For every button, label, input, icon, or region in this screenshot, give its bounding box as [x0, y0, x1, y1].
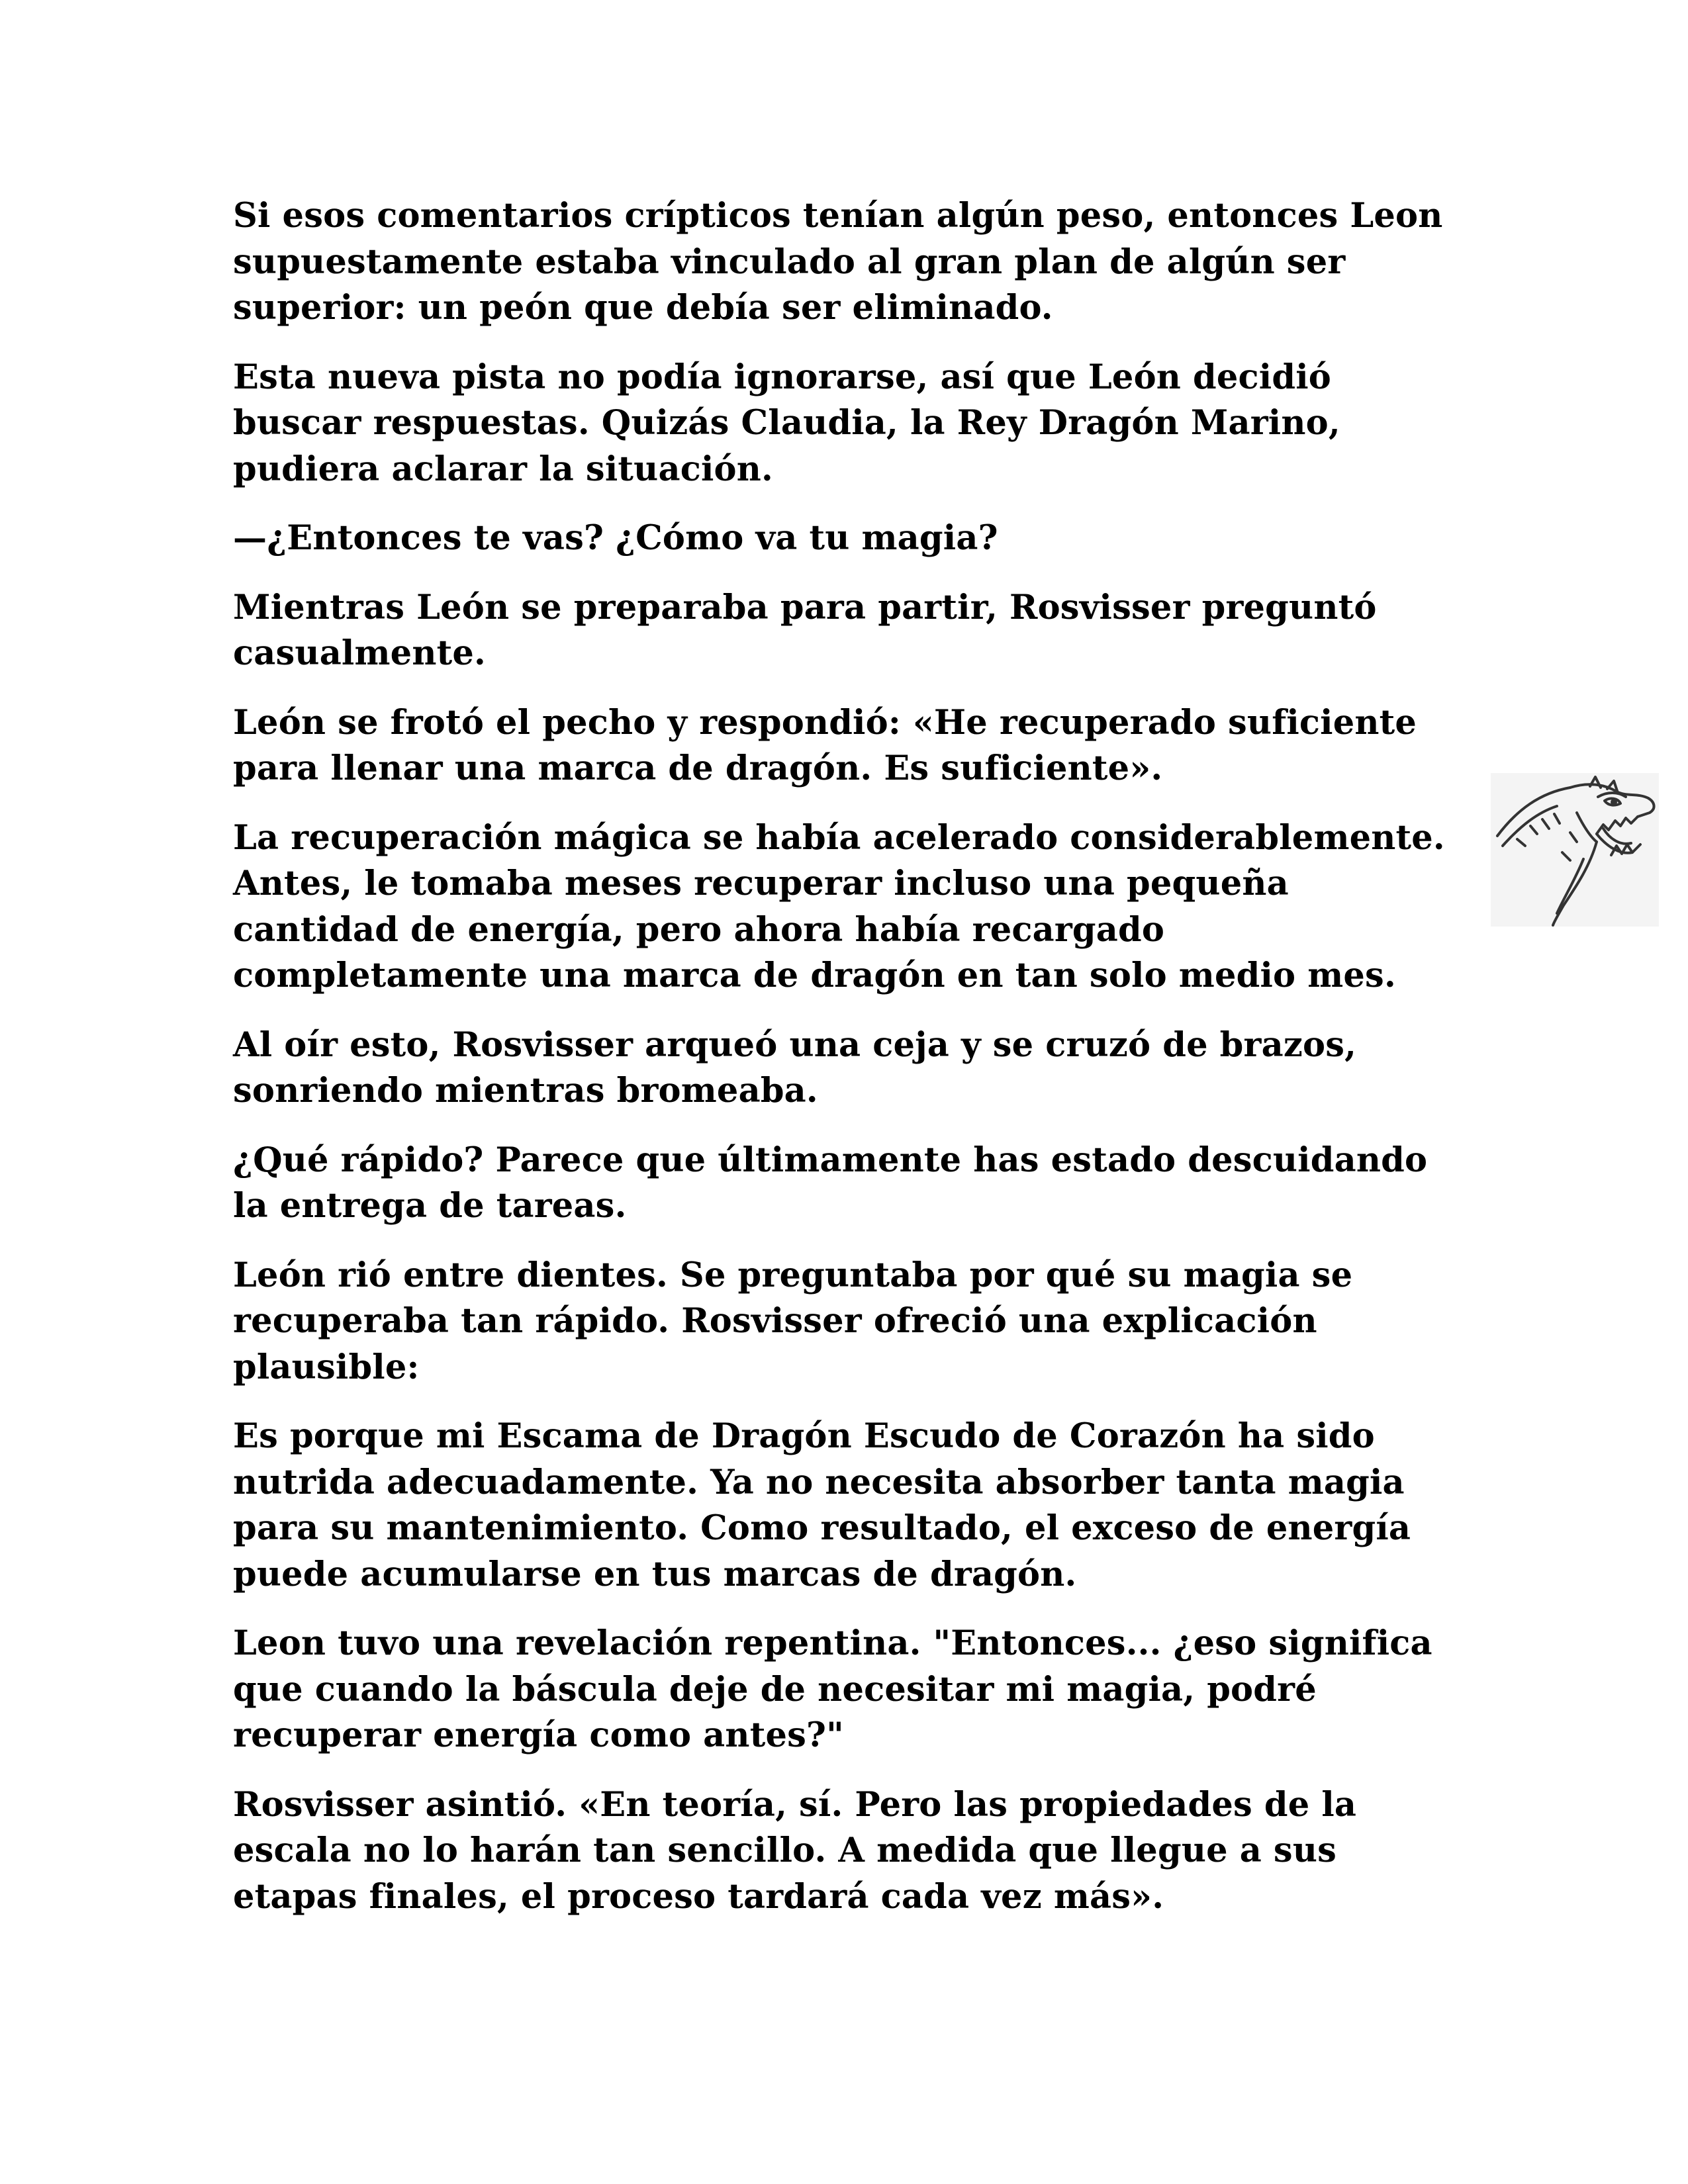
paragraph-4: Mientras León se preparaba para partir, Rosvisser preguntó casualmente.: [233, 587, 1377, 673]
paragraph-5: León se frotó el pecho y respondió: «He recuperado suficiente para llenar una marca de dragón. Es suficiente».: [233, 702, 1417, 788]
paragraph-11: Leon tuvo una revelación repentina. "Entonces... ¿eso significa que cuando la báscula deje de necesitar mi magia, podré recuperar energía como antes?": [233, 1623, 1432, 1755]
paragraph-2: Esta nueva pista no podía ignorarse, así que León decidió buscar respuestas. Quizás Claudia, la Rey Dragón Marino, pudiera aclarar la situación.: [233, 357, 1340, 489]
paragraph-7: Al oír esto, Rosvisser arqueó una ceja y se cruzó de brazos, sonriendo mientras bromeaba.: [233, 1024, 1357, 1111]
paragraph-9: León rió entre dientes. Se preguntaba por qué su magia se recuperaba tan rápido. Rosvisser ofreció una explicación plausible:: [233, 1255, 1353, 1387]
paragraph-12: Rosvisser asintió. «En teoría, sí. Pero las propiedades de la escala no lo harán tan sencillo. A medida que llegue a sus etapas finales, el proceso tardará cada vez más».: [233, 1784, 1357, 1917]
paragraph-8: ¿Qué rápido? Parece que últimamente has estado descuidando la entrega de tareas.: [233, 1140, 1428, 1226]
paragraph-3: —¿Entonces te vas? ¿Cómo va tu magia?: [233, 518, 998, 558]
text-column: [233, 193, 1464, 1943]
paragraph-6: La recuperación mágica se había acelerado considerablemente. Antes, le tomaba meses recuperar incluso una pequeña cantidad de energía, pero ahora había recargado completamente una marca de dragón en tan solo medio mes.: [233, 817, 1445, 995]
paragraph-10: Es porque mi Escama de Dragón Escudo de Corazón ha sido nutrida adecuadamente. Ya no necesita absorber tanta magia para su mantenimiento. Como resultado, el exceso de energía puede acumularse en tus marcas de dragón.: [233, 1416, 1411, 1594]
paragraph-1: Si esos comentarios crípticos tenían algún peso, entonces Leon supuestamente estaba vinculado al gran plan de algún ser superior: un peón que debía ser eliminado.: [233, 196, 1443, 328]
dragon-head-sketch-icon: [1491, 773, 1659, 927]
